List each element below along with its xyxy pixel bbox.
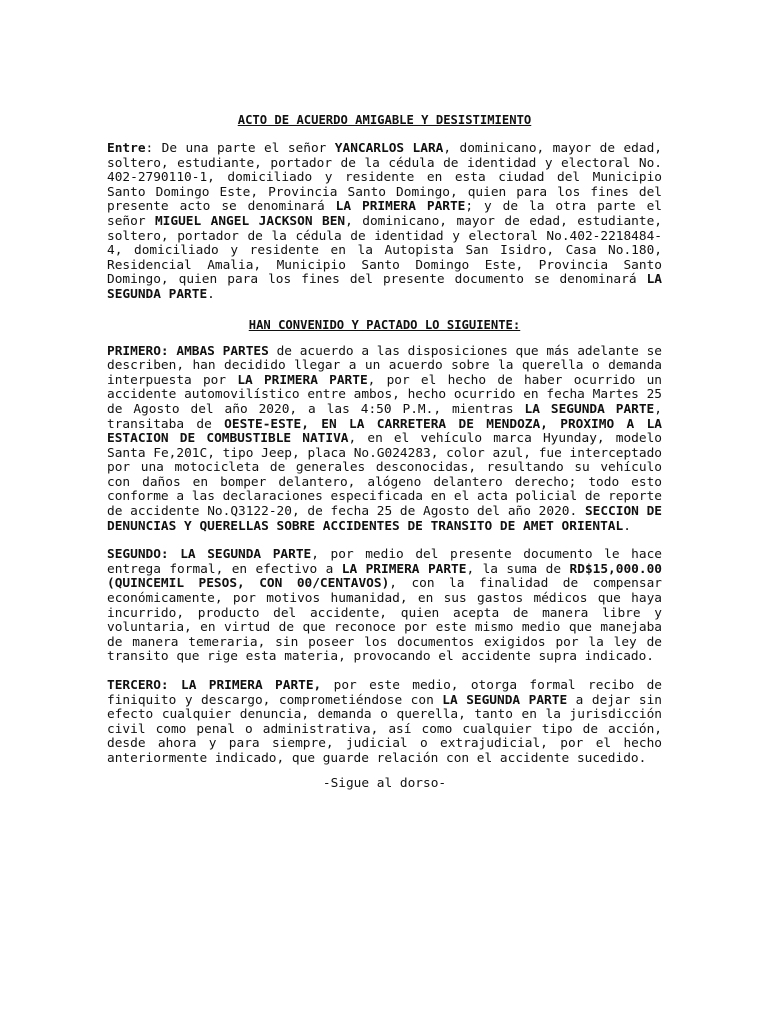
paragraph-tercero — [107, 679, 662, 767]
primero-text-4: , en el vehículo marca Hyunday, modelo Santa Fe,201C, tipo Jeep, placa No.G024283, color azul, fue interceptado por una motocicleta de generales desconocidas, resultando su vehículo con daños en bomper delantero, alógeno delantero derecho; todo esto conforme a las declaraciones especificada en el acta policial de reporte de accidente No.Q3122-20, de fecha 25 de Agosto del año 2020. — [107, 431, 662, 520]
entre-text-2: , dominicano, mayor de edad, soltero, estudiante, portador de la cédula de identidad y electoral No. 402-2790110-1, domiciliado y residente en esta ciudad del Municipio Santo Domingo Este, Provincia Santo Domingo, quien para los fines del presente acto se denominará — [107, 141, 662, 215]
entre-label: Entre — [107, 141, 146, 156]
entre-text-1: : De una parte el señor — [145, 141, 335, 156]
segundo-text-1: , por medio del presente documento le hace entrega formal, en efectivo a — [107, 547, 662, 577]
primero-text-3: , transitaba de — [107, 401, 662, 432]
entre-bold-2: LA PRIMERA PARTE — [335, 199, 466, 215]
segundo-bold-1: SEGUNDO: LA SEGUNDA PARTE — [107, 547, 312, 563]
primero-text-2: , por el hecho de haber ocurrido un accidente automovilístico entre ambos, hecho ocurrido en fecha Martes 25 de Agosto del año 2020, a las 4:50 P.M., mientras — [107, 372, 662, 417]
primero-bold-2: LA PRIMERA PARTE — [237, 372, 368, 388]
entre-text-5: . — [207, 286, 215, 302]
primero-text-1: de acuerdo a las disposiciones que más adelante se describen, han decidido llegar a un acuerdo sobre la querella o demanda interpuesta por — [107, 343, 662, 388]
segundo-bold-3: RD$15,000.00 (QUINCEMIL PESOS, CON 00/CENTAVOS) — [107, 561, 662, 592]
tercero-text-1: por este medio, otorga formal recibo de finiquito y descargo, comprometiéndose con — [107, 678, 662, 708]
primero-bold-3: LA SEGUNDA PARTE — [524, 401, 655, 417]
primero-text-5: . — [623, 518, 631, 534]
paragraph-segundo — [107, 548, 662, 665]
document-page — [107, 112, 662, 804]
continuation-note: -Sigue al dorso- — [322, 775, 447, 791]
entre-bold-3: MIGUEL ANGEL JACKSON BEN — [154, 213, 346, 229]
primero-bold-5: SECCION DE DENUNCIAS Y QUERELLAS SOBRE ACCIDENTES DE TRANSITO DE AMET ORIENTAL — [107, 504, 663, 534]
primero-bold-1: PRIMERO: AMBAS PARTES — [107, 343, 269, 359]
segundo-text-2: , la suma de — [466, 561, 570, 577]
tercero-bold-2: LA SEGUNDA PARTE — [442, 692, 568, 708]
paragraph-entre — [107, 142, 662, 303]
segundo-bold-2: LA PRIMERA PARTE — [341, 561, 467, 577]
document-title: ACTO DE ACUERDO AMIGABLE Y DESISTIMIENTO — [237, 113, 532, 127]
entre-bold-1: YANCARLOS LARA — [334, 141, 444, 156]
section-subtitle: HAN CONVENIDO Y PACTADO LO SIGUIENTE: — [248, 317, 521, 332]
tercero-bold-1: TERCERO: LA PRIMERA PARTE, — [107, 678, 322, 693]
paragraph-primero — [107, 345, 662, 535]
tercero-text-2: a dejar sin efecto cualquier denuncia, demanda o querella, tanto en la jurisdicción civil como penal o administrativa, así como cualquier tipo de acción, desde ahora y para siempre, judicial o extrajudicial, por el hecho anteriormente indicado, que guarde relación con el accidente sucedido. — [107, 692, 662, 766]
entre-bold-4: LA SEGUNDA PARTE — [107, 272, 662, 302]
entre-text-3: ; y de la otra parte el señor — [107, 199, 662, 229]
entre-text-4: , dominicano, mayor de edad, estudiante, soltero, portador de la cédula de identidad y electoral No.402-2218484-4, domiciliado y residente en la Autopista San Isidro, Casa No.180, Residencial Amalia, Municipio Santo Domingo Este, Provincia Santo Domingo, quien para los fines del presente documento se denominará — [107, 213, 662, 288]
segundo-text-3: , con la finalidad de compensar económicamente, por motivos humanidad, en sus gastos médicos que haya incurrido, producto del accidente, quien acepta de manera libre y voluntaria, en virtud de que reconoce por este mismo medio que manejaba de manera temeraria, sin poseer los documentos exigidos por la ley de transito que rige esta materia, provocando el accidente supra indicado. — [107, 576, 662, 665]
primero-bold-4: OESTE-ESTE, EN LA CARRETERA DE MENDOZA, PROXIMO A LA ESTACION DE COMBUSTIBLE NATIVA — [107, 416, 662, 447]
